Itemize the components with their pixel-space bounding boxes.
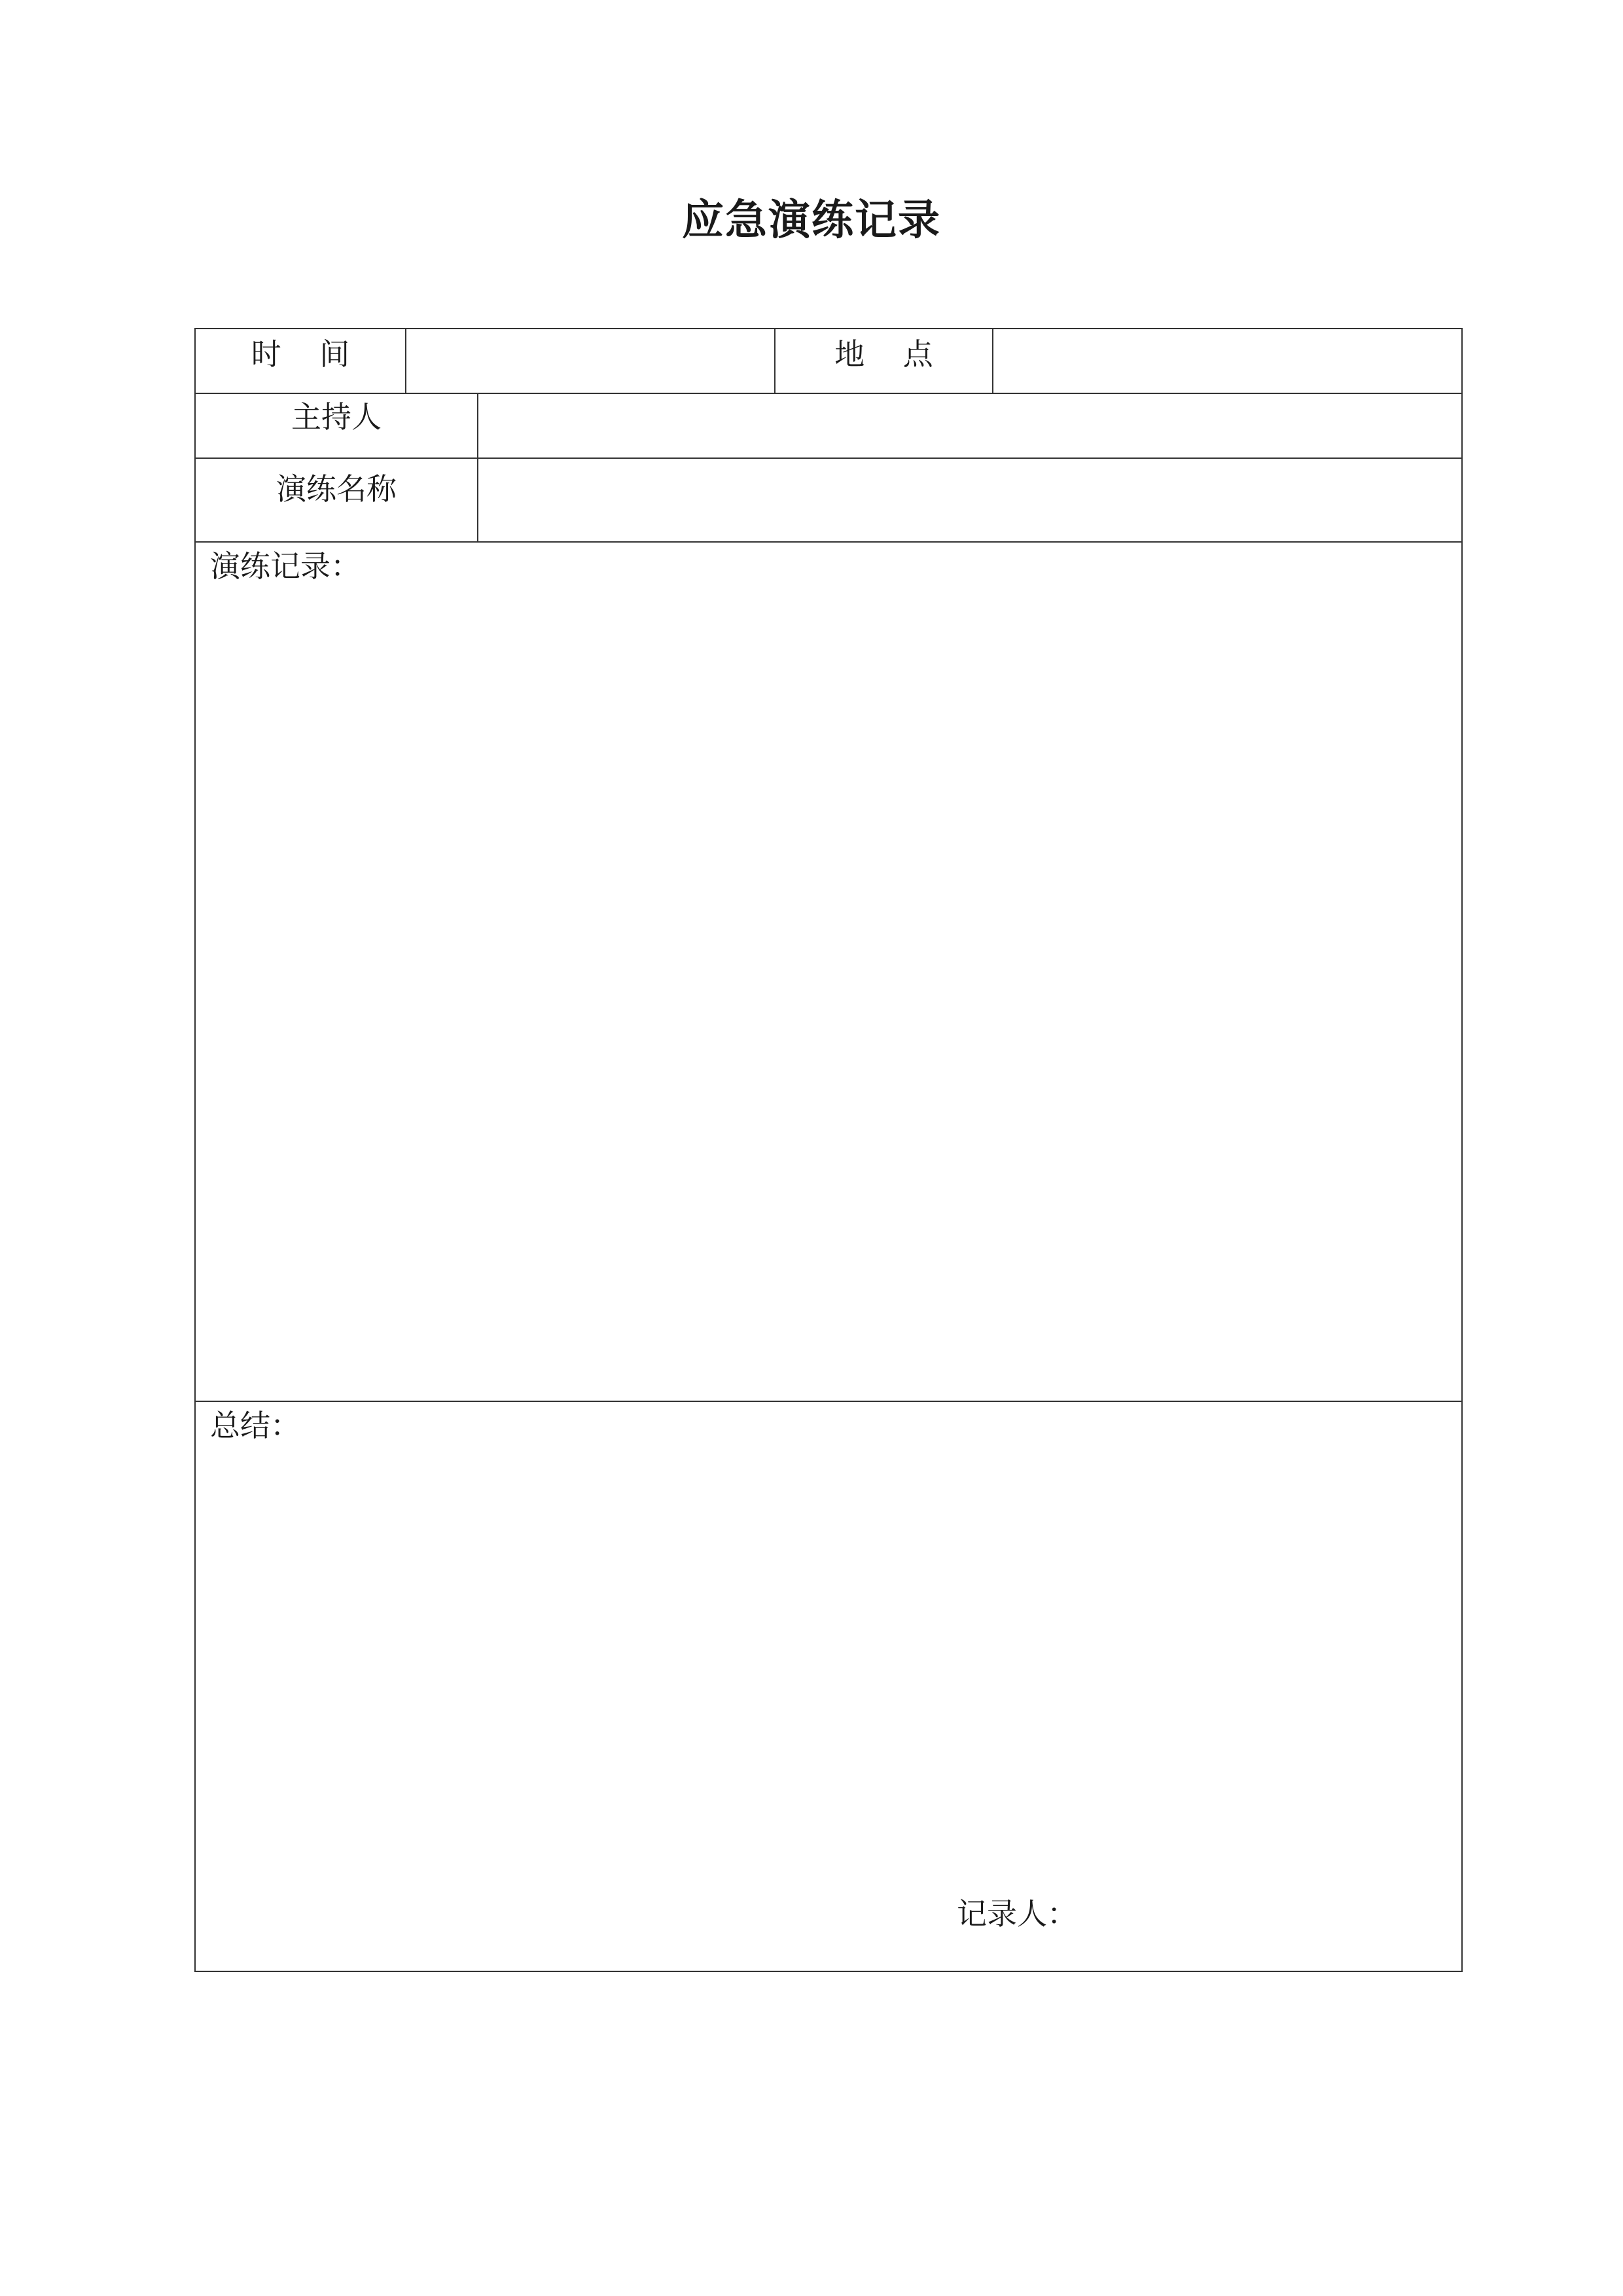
- time-label: 时 间: [251, 336, 350, 372]
- row-divider-3: [196, 541, 1461, 543]
- row-divider-4: [196, 1401, 1461, 1402]
- location-field[interactable]: [993, 329, 1461, 393]
- document-title: 应急演练记录: [682, 196, 941, 245]
- drill-name-field[interactable]: [478, 459, 1461, 541]
- recorder-field[interactable]: [1082, 1894, 1423, 1933]
- summary-label: 总结：: [210, 1408, 300, 1443]
- location-label: 地 点: [834, 336, 933, 372]
- host-field[interactable]: [478, 394, 1461, 457]
- summary-area[interactable]: [196, 1450, 1461, 1895]
- drill-name-label: 演练名称: [276, 471, 397, 507]
- recorder-label: 记录人：: [957, 1896, 1077, 1931]
- drill-record-form: [194, 328, 1463, 1972]
- time-field[interactable]: [406, 329, 774, 393]
- host-label: 主持人: [291, 399, 382, 435]
- drill-record-area[interactable]: [196, 591, 1461, 1396]
- drill-record-label: 演练记录：: [210, 548, 361, 584]
